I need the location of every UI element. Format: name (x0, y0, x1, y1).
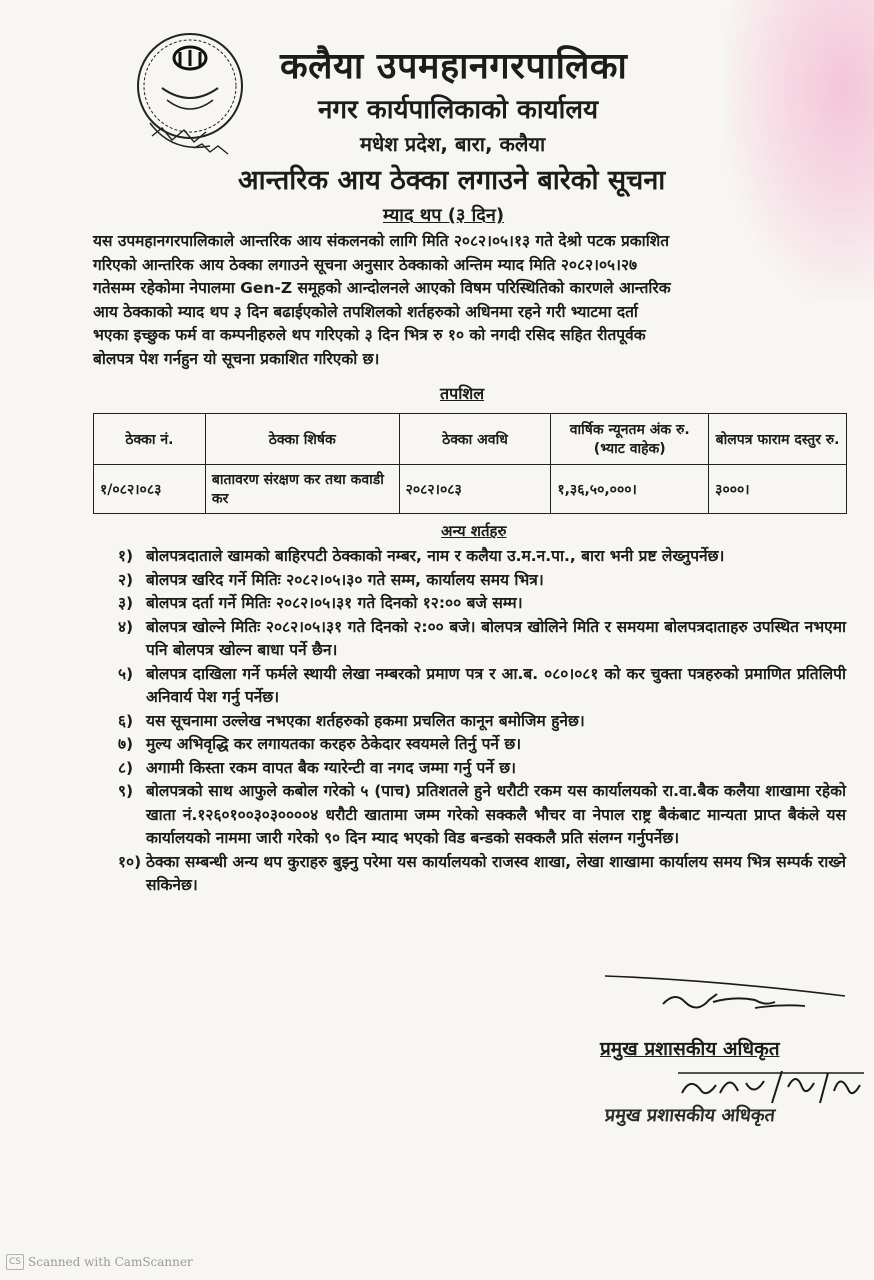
table-cell: ३०००। (709, 465, 847, 514)
table-cell: १/०८२।०८३ (94, 465, 206, 514)
intro-line: गतेसम्म रहेकोमा नेपालमा Gen-Z समूहको आन्दोलनले आएको विषम परिस्थितिको कारणले आन्तरिक (93, 279, 671, 297)
intro-line: गरिएको आन्तरिक आय ठेक्का लगाउने सूचना अनुसार ठेक्काको अन्तिम म्याद मिति २०८२।०५।२७ (93, 255, 638, 274)
item-text: बोलपत्रदाताले खामको बाहिरपटी ठेक्काको नम्बर, नाम र कलैया उ.म.न.पा., बारा भनी प्रष्ट लेख्नुपर्नेछ। (146, 547, 725, 565)
item-text: बोलपत्र खरिद गर्ने मितिः २०८२।०५।३० गते सम्म, कार्यालय समय भित्र। (146, 570, 544, 589)
watermark-text: Scanned with CamScanner (28, 1255, 193, 1269)
item-number: ६) (118, 711, 134, 730)
contract-table (93, 413, 847, 514)
intro-line: बोलपत्र पेश गर्नहुन यो सूचना प्रकाशित गरिएको छ। (93, 349, 380, 368)
list-item (118, 663, 846, 710)
intro-line: यस उपमहानगरपालिकाले आन्तरिक आय संकलनको लागि मिति २०८२।०५।१३ गते देश्रो पटक प्रकाशित (93, 232, 670, 250)
scanner-watermark (6, 1254, 193, 1270)
municipality-name: कलैया उपमहानगरपालिका (280, 46, 628, 87)
item-number: ७) (118, 735, 134, 753)
item-number: ८) (118, 758, 134, 777)
column-header: ठेक्का अवधि (399, 414, 551, 465)
table-cell: बातावरण संरक्षण कर तथा कवाडी कर (205, 465, 399, 514)
camscanner-icon: CS (6, 1254, 24, 1270)
notice-title: आन्तरिक आय ठेक्का लगाउने बारेको सूचना (238, 165, 666, 196)
conditions-heading: अन्य शर्तहरु (441, 522, 507, 540)
item-number: २) (118, 570, 134, 589)
list-item (118, 545, 846, 569)
list-item (118, 757, 846, 781)
municipal-seal-logo (132, 28, 250, 158)
item-text: मुल्य अभिवृद्धि कर लगायतका करहरु ठेकेदार स्वयमले तिर्नु पर्ने छ। (146, 735, 522, 753)
list-item (118, 851, 846, 898)
list-item (118, 569, 846, 593)
item-number: ३) (118, 594, 134, 612)
item-text: बोलपत्रको साथ आफुले कबोल गरेको ५ (पाच) प्रतिशतले हुने धरौटी रकम यस कार्यालयको रा.वा.बैक कलैया शाखामा रहेको खाता नं.१२६०१००३०३००००४ धरौटी खातामा जम्म गरेको सक्कलै भौचर वा नेपाल राष्ट्र बैकंबाट मान्यता प्राप्त बैकंले यस कार्यालयको नाममा जारी गरेको ९० दिन म्याद भएको विड बन्डको सक्कलै प्रति संलग्न गर्नुपर्नेछ। (146, 782, 846, 847)
intro-paragraph (93, 230, 845, 371)
signature-scribble (605, 966, 845, 1036)
item-text: बोलपत्र दाखिला गर्ने फर्मले स्थायी लेखा नम्बरको प्रमाण पत्र र आ.ब. ०८०।०८१ को कर चुक्ता पत्रहरुको प्रमाणित प्रतिलिपी अनिवार्य पेश गर्नु पर्नेछ। (146, 664, 846, 706)
item-number: १०) (118, 852, 142, 871)
item-number: ४) (118, 617, 134, 636)
list-item (118, 710, 846, 734)
column-header: ठेक्का नं. (94, 414, 206, 465)
official-stamp: प्रमुख प्रशासकीय अधिकृत (603, 1105, 777, 1126)
item-number: ९) (118, 782, 134, 800)
table-header-row (94, 414, 847, 465)
column-header: वार्षिक न्यूनतम अंक रु. (भ्याट वाहेक) (551, 414, 709, 465)
table-cell: १,३६,५०,०००। (551, 465, 709, 514)
table-heading: तपशिल (440, 384, 485, 403)
item-text: यस सूचनामा उल्लेख नभएका शर्तहरुको हकमा प्रचलित कानून बमोजिम हुनेछ। (146, 711, 585, 730)
office-name: नगर कार्यपालिकाको कार्यालय (318, 95, 599, 125)
column-header: ठेक्का शिर्षक (205, 414, 399, 465)
list-item (118, 616, 846, 663)
signatory-title: प्रमुख प्रशासकीय अधिकृत (600, 1038, 780, 1060)
list-item (118, 780, 846, 851)
table-cell: २०८२।०८३ (399, 465, 551, 514)
intro-line: आय ठेक्काको म्याद थप ३ दिन बढाईएकोले तपशिलको शर्तहरुको अधिनमा रहने गरी भ्याटमा दर्ता (93, 302, 638, 321)
office-address: मधेश प्रदेश, बारा, कलैया (360, 132, 546, 156)
item-text: अगामी किस्ता रकम वापत बैक ग्यारेन्टी वा नगद जम्मा गर्नु पर्ने छ। (146, 758, 517, 777)
column-header: बोलपत्र फाराम दस्तुर रु. (709, 414, 847, 465)
item-number: १) (118, 547, 134, 565)
intro-line: भएका इच्छुक फर्म वा कम्पनीहरुले थप गरिएको ३ दिन भित्र रु १० को नगदी रसिद सहित रीतपूर्वक (93, 326, 646, 344)
table-row (94, 465, 847, 514)
conditions-list (118, 545, 846, 898)
notice-subtitle: म्याद थप (३ दिन) (383, 205, 505, 226)
item-text: बोलपत्र दर्ता गर्ने मितिः २०८२।०५।३१ गते दिनको १२:०० बजे सम्म। (146, 594, 523, 612)
list-item (118, 592, 846, 616)
item-text: बोलपत्र खोल्ने मितिः २०८२।०५।३१ गते दिनको २:०० बजे। बोलपत्र खोलिने मिति र समयमा बोलपत्रदाताहरु उपस्थित नभएमा पनि बोलपत्र खोल्न बाधा पर्ने छैन। (146, 617, 846, 659)
item-text: ठेक्का सम्बन्धी अन्य थप कुराहरु बुझ्नु परेमा यस कार्यालयको राजस्व शाखा, लेखा शाखामा कार्यालय समय भित्र सम्पर्क राख्ने सकिनेछ। (146, 852, 846, 894)
item-number: ५) (118, 664, 134, 683)
list-item (118, 733, 846, 757)
